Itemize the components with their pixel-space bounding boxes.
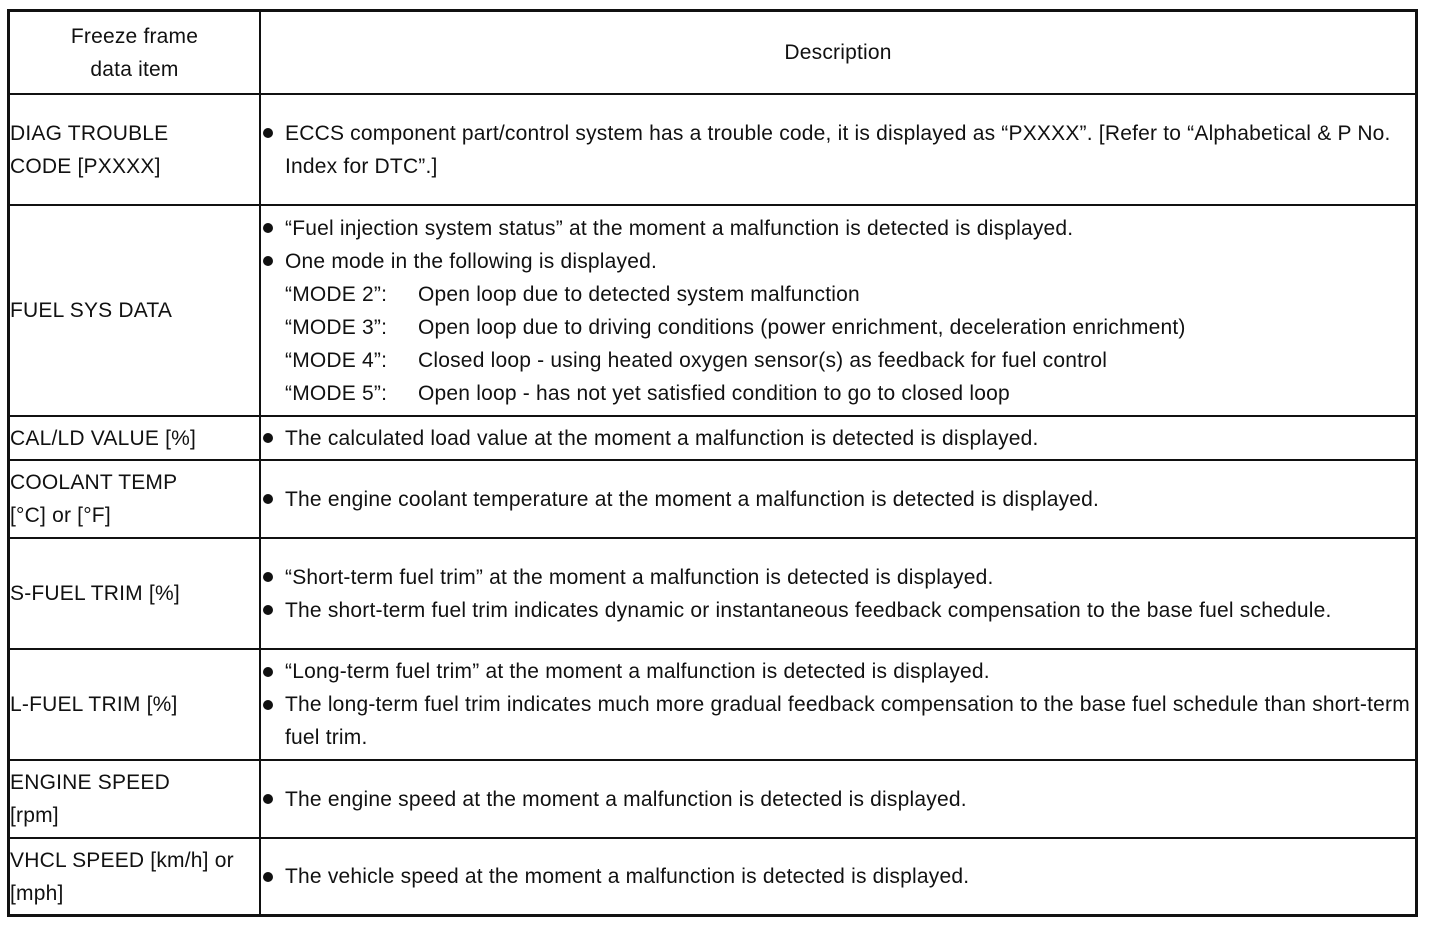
row-description-cell (260, 94, 1415, 205)
mode-line (261, 344, 1415, 377)
header-item-column (10, 12, 260, 94)
bullet-text: The calculated load value at the moment a malfunction is detected is displayed. (285, 426, 1039, 450)
mode-line (261, 278, 1415, 311)
bullet-line (261, 212, 1415, 245)
bullet-icon (261, 422, 285, 455)
row-item-cell (10, 460, 260, 538)
bullet-text: “Fuel injection system status” at the moment a malfunction is detected is displayed. (285, 216, 1074, 240)
freeze-frame-data-table (10, 12, 1415, 914)
row-item-cell (10, 416, 260, 460)
row-description-cell (260, 649, 1415, 760)
bullet-text: One mode in the following is displayed. (285, 249, 658, 273)
bullet-icon (261, 860, 285, 893)
mode-text: Open loop due to detected system malfunction (418, 282, 860, 306)
bullet-icon (261, 783, 285, 816)
row-item-label: DIAG TROUBLE CODE [PXXXX] (10, 121, 169, 178)
bullet-line (261, 117, 1415, 183)
mode-text: Closed loop - using heated oxygen sensor(s) as feedback for fuel control (418, 348, 1108, 372)
bullet-text: The long-term fuel trim indicates much more gradual feedback compensation to the base fuel schedule than short-term fuel trim. (285, 693, 1410, 749)
row-description-cell (260, 538, 1415, 649)
table-header-row (10, 12, 1415, 94)
bullet-text: The engine speed at the moment a malfunction is detected is displayed. (285, 787, 967, 811)
bullet-line (261, 688, 1415, 754)
bullet-text: The short-term fuel trim indicates dynamic or instantaneous feedback compensation to the base fuel schedule. (285, 598, 1332, 622)
mode-line (261, 377, 1415, 410)
header-description-label: Description (784, 41, 892, 64)
row-description-cell (260, 838, 1415, 914)
bullet-line (261, 422, 1415, 455)
table-row-s-fuel-trim (10, 538, 1415, 649)
bullet-icon (261, 594, 285, 627)
table-row-vhcl-speed (10, 838, 1415, 914)
header-item-label: Freeze frame data item (70, 24, 199, 81)
mode-key: “MODE 3”: (285, 315, 388, 339)
bullet-icon (261, 212, 285, 245)
bullet-icon (261, 688, 285, 721)
bullet-icon (261, 245, 285, 278)
row-description-cell (260, 460, 1415, 538)
bullet-line (261, 561, 1415, 594)
bullet-icon (261, 561, 285, 594)
row-item-label: FUEL SYS DATA (10, 299, 173, 322)
bullet-line (261, 483, 1415, 516)
bullet-line (261, 655, 1415, 688)
mode-text: Open loop due to driving conditions (power enrichment, deceleration enrichment) (418, 315, 1186, 339)
row-description-cell (260, 205, 1415, 416)
row-description-cell (260, 760, 1415, 838)
row-item-cell (10, 760, 260, 838)
row-item-label: S-FUEL TRIM [%] (10, 582, 180, 605)
bullet-text: “Long-term fuel trim” at the moment a malfunction is detected is displayed. (285, 660, 990, 683)
bullet-text: ECCS component part/control system has a trouble code, it is displayed as “PXXXX”. [Refer to “Alphabetical & P No. Index for DTC”.] (285, 121, 1391, 178)
table-row-cal-ld-value (10, 416, 1415, 460)
row-item-label: ENGINE SPEED [rpm] (10, 771, 170, 827)
bullet-text: The engine coolant temperature at the moment a malfunction is detected is displayed. (285, 487, 1100, 511)
bullet-line (261, 594, 1415, 627)
row-item-label: CAL/LD VALUE [%] (10, 426, 197, 450)
row-item-cell (10, 838, 260, 914)
row-item-label: COOLANT TEMP [°C] or [°F] (10, 471, 177, 527)
header-description-column (260, 12, 1415, 94)
bullet-text: The vehicle speed at the moment a malfunction is detected is displayed. (285, 865, 970, 888)
mode-key: “MODE 5”: (285, 381, 388, 405)
row-item-cell (10, 94, 260, 205)
table-row-coolant-temp (10, 460, 1415, 538)
table-row-engine-speed (10, 760, 1415, 838)
bullet-line (261, 245, 1415, 278)
row-item-cell (10, 538, 260, 649)
bullet-icon (261, 117, 285, 150)
mode-line (261, 311, 1415, 344)
freeze-frame-table-frame (7, 9, 1418, 917)
bullet-line (261, 783, 1415, 816)
bullet-icon (261, 483, 285, 516)
row-item-label: L-FUEL TRIM [%] (10, 693, 178, 716)
mode-key: “MODE 2”: (285, 282, 388, 306)
row-item-label: VHCL SPEED [km/h] or [mph] (10, 848, 234, 905)
row-description-cell (260, 416, 1415, 460)
table-row-l-fuel-trim (10, 649, 1415, 760)
row-item-cell (10, 649, 260, 760)
mode-key: “MODE 4”: (285, 348, 388, 372)
table-row-diag-trouble-code (10, 94, 1415, 205)
mode-text: Open loop - has not yet satisfied condition to go to closed loop (418, 381, 1010, 405)
bullet-icon (261, 655, 285, 688)
bullet-text: “Short-term fuel trim” at the moment a malfunction is detected is displayed. (285, 565, 994, 589)
bullet-line (261, 860, 1415, 893)
row-item-cell (10, 205, 260, 416)
table-row-fuel-sys-data (10, 205, 1415, 416)
